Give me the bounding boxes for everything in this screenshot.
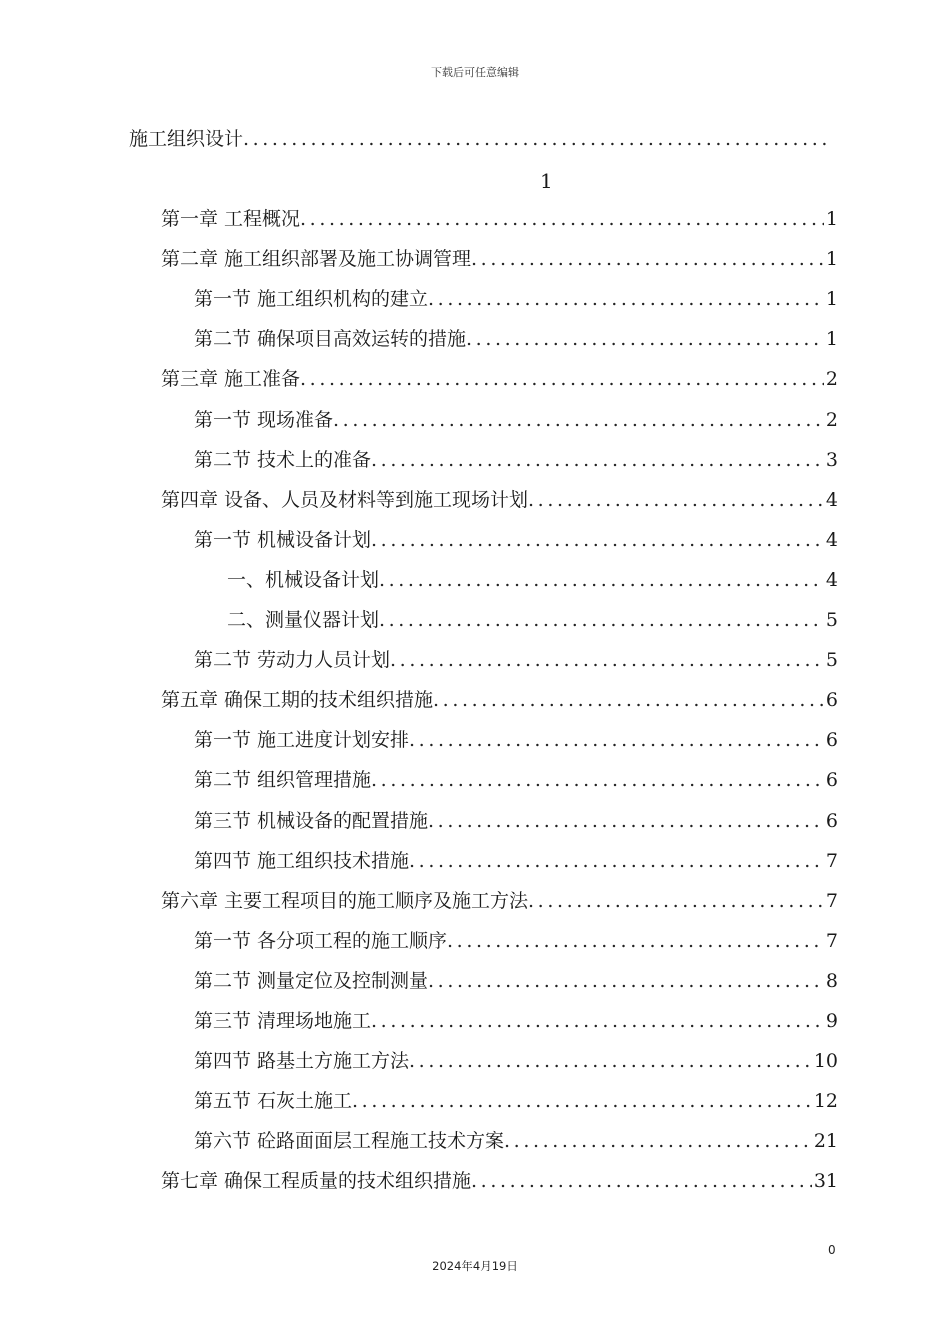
toc-entry-title: 第五章 确保工期的技术组织措施 bbox=[161, 689, 434, 712]
toc-entry[interactable] bbox=[194, 525, 838, 555]
toc-leader-dots bbox=[466, 324, 824, 354]
toc-leader-dots bbox=[504, 1126, 812, 1156]
toc-leader-dots bbox=[409, 1046, 812, 1076]
toc-entry[interactable] bbox=[227, 565, 838, 595]
toc-entry[interactable] bbox=[194, 966, 838, 996]
toc-leader-dots bbox=[409, 846, 824, 876]
toc-leader-dots bbox=[243, 124, 831, 154]
toc-leader-dots bbox=[333, 405, 824, 435]
toc-entry-page: 9 bbox=[825, 1010, 838, 1032]
toc-entry-title: 第一节 现场准备 bbox=[194, 408, 334, 431]
toc-entry[interactable] bbox=[194, 765, 838, 795]
toc-entry-title: 第二章 施工组织部署及施工协调管理 bbox=[161, 248, 472, 271]
toc-title-page: 1 bbox=[540, 169, 553, 193]
toc-title: 施工组织设计 bbox=[129, 128, 244, 150]
toc-leader-dots bbox=[371, 1006, 824, 1036]
toc-leader-dots bbox=[371, 445, 824, 475]
toc-entry-page: 6 bbox=[825, 809, 838, 832]
toc-entry-page: 12 bbox=[813, 1090, 838, 1113]
toc-entry-page: 5 bbox=[825, 649, 838, 672]
toc-entry-title: 第六节 砼路面面层工程施工技术方案 bbox=[194, 1130, 505, 1153]
toc-title-row[interactable] bbox=[129, 124, 831, 154]
toc-leader-dots bbox=[471, 244, 824, 274]
toc-entry-page: 7 bbox=[825, 849, 838, 872]
toc-entry[interactable] bbox=[227, 605, 838, 635]
toc-leader-dots bbox=[428, 284, 824, 314]
toc-entry-page: 2 bbox=[825, 368, 838, 391]
toc-leader-dots bbox=[528, 886, 824, 916]
toc-entry-page: 6 bbox=[825, 689, 838, 712]
toc-leader-dots bbox=[471, 1166, 812, 1196]
toc-entry[interactable] bbox=[161, 886, 838, 916]
toc-entry-page: 4 bbox=[825, 528, 838, 551]
toc-entry-page: 2 bbox=[825, 408, 838, 431]
toc-entry-title: 第三节 机械设备的配置措施 bbox=[194, 809, 429, 832]
toc-entry-title: 第三章 施工准备 bbox=[161, 368, 301, 391]
toc-entry-page: 7 bbox=[825, 889, 838, 912]
toc-entry-page: 1 bbox=[825, 248, 838, 271]
page-header: 下载后可任意编辑 bbox=[431, 66, 519, 79]
toc-entry-page: 7 bbox=[825, 929, 838, 952]
toc-leader-dots bbox=[379, 565, 824, 595]
toc-leader-dots bbox=[371, 765, 824, 795]
toc-leader-dots bbox=[300, 364, 824, 394]
toc-leader-dots bbox=[379, 605, 824, 635]
toc-entry[interactable] bbox=[194, 445, 838, 475]
toc-leader-dots bbox=[409, 725, 824, 755]
toc-entry[interactable] bbox=[194, 645, 838, 675]
toc-leader-dots bbox=[433, 685, 824, 715]
toc-entry-page: 5 bbox=[825, 609, 838, 631]
toc-entry[interactable] bbox=[194, 1046, 838, 1076]
toc-entry-title: 第六章 主要工程项目的施工顺序及施工方法 bbox=[161, 889, 529, 912]
toc-entry-page: 21 bbox=[813, 1130, 838, 1153]
toc-entry[interactable] bbox=[194, 1086, 838, 1116]
toc-entry-title: 第三节 清理场地施工 bbox=[194, 1010, 372, 1032]
toc-entry-title: 第四节 路基土方施工方法 bbox=[194, 1050, 410, 1073]
toc-entry-title: 第一节 各分项工程的施工顺序 bbox=[194, 929, 448, 952]
toc-entry-page: 10 bbox=[813, 1050, 838, 1073]
toc-entry-title: 二、测量仪器计划 bbox=[227, 609, 380, 631]
toc-entry-title: 第四节 施工组织技术措施 bbox=[194, 849, 410, 872]
toc-entry-page: 1 bbox=[825, 328, 838, 351]
toc-entry[interactable] bbox=[161, 685, 838, 715]
toc-entry[interactable] bbox=[161, 364, 838, 394]
toc-entry[interactable] bbox=[161, 204, 838, 234]
toc-entry-title: 第二节 组织管理措施 bbox=[194, 769, 372, 792]
toc-entry-title: 第二节 确保项目高效运转的措施 bbox=[194, 328, 467, 351]
toc-entry-title: 第一节 施工进度计划安排 bbox=[194, 729, 410, 752]
toc-entry-page: 4 bbox=[825, 568, 838, 591]
page-date: 2024年4月19日 bbox=[432, 1259, 518, 1273]
toc-entry-page: 1 bbox=[825, 208, 838, 230]
toc-entry-page: 6 bbox=[825, 769, 838, 792]
toc-entry-title: 第二节 技术上的准备 bbox=[194, 448, 372, 471]
toc-entry[interactable] bbox=[194, 846, 838, 876]
toc-entry[interactable] bbox=[161, 485, 838, 515]
toc-entry-title: 第五节 石灰土施工 bbox=[194, 1090, 353, 1113]
toc-entry-page: 6 bbox=[825, 729, 838, 752]
toc-leader-dots bbox=[528, 485, 824, 515]
toc-entry[interactable] bbox=[194, 806, 838, 836]
toc-entry-title: 第一节 机械设备计划 bbox=[194, 528, 372, 551]
toc-entry-title: 第二节 劳动力人员计划 bbox=[194, 649, 391, 672]
toc-leader-dots bbox=[300, 204, 824, 234]
toc-leader-dots bbox=[428, 966, 824, 996]
toc-leader-dots bbox=[352, 1086, 812, 1116]
toc-entry-title: 第二节 测量定位及控制测量 bbox=[194, 969, 429, 992]
toc-entry-page: 8 bbox=[825, 969, 838, 992]
toc-entry[interactable] bbox=[194, 405, 838, 435]
toc-entry[interactable] bbox=[194, 1126, 838, 1156]
toc-entry[interactable] bbox=[194, 284, 838, 314]
toc-entry[interactable] bbox=[194, 324, 838, 354]
toc-leader-dots bbox=[447, 926, 824, 956]
toc-leader-dots bbox=[390, 645, 824, 675]
toc-entry-title: 第七章 确保工程质量的技术组织措施 bbox=[161, 1170, 472, 1193]
toc-entry-title: 第四章 设备、人员及材料等到施工现场计划 bbox=[161, 488, 529, 511]
toc-entry-page: 4 bbox=[825, 488, 838, 511]
toc-entry-title: 第一章 工程概况 bbox=[161, 208, 301, 230]
toc-entry[interactable] bbox=[161, 1166, 838, 1196]
toc-entry-title: 第一节 施工组织机构的建立 bbox=[194, 288, 429, 311]
toc-leader-dots bbox=[371, 525, 824, 555]
toc-entry-page: 31 bbox=[813, 1170, 838, 1193]
toc-entry[interactable] bbox=[194, 1006, 838, 1036]
page-number: 0 bbox=[828, 1243, 836, 1257]
toc-entry[interactable] bbox=[161, 244, 838, 274]
toc-leader-dots bbox=[428, 806, 824, 836]
toc-entry[interactable] bbox=[194, 926, 838, 956]
toc-entry-page: 1 bbox=[825, 288, 838, 311]
toc-entry-title: 一、机械设备计划 bbox=[227, 568, 380, 591]
toc-entry-page: 3 bbox=[825, 448, 838, 471]
toc-entry[interactable] bbox=[194, 725, 838, 755]
